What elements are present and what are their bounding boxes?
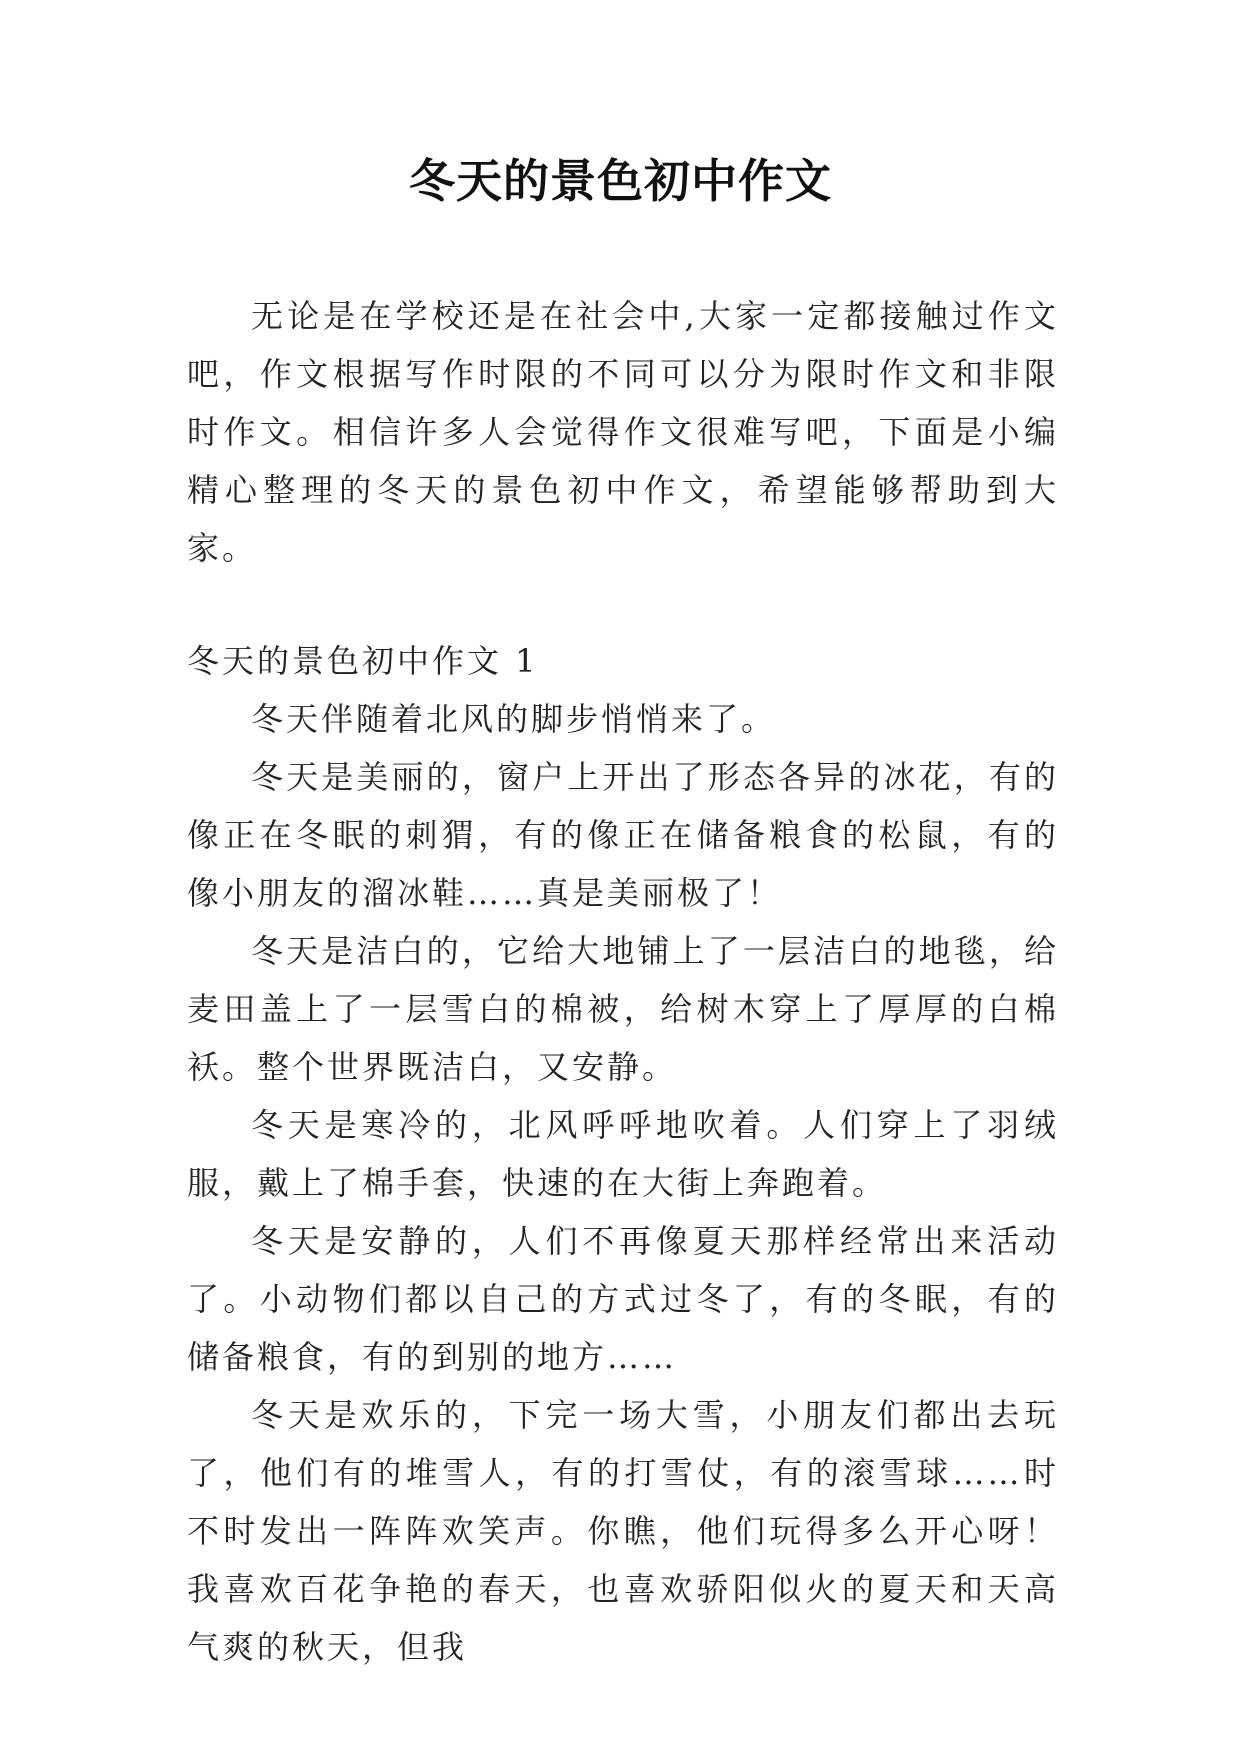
body-paragraph: 冬天是安静的，人们不再像夏天那样经常出来活动了。小动物们都以自己的方式过冬了，有的冬眠，有的储备粮食，有的到别的地方……: [187, 1222, 1059, 1376]
section-heading: 冬天的景色初中作文 1: [187, 642, 539, 680]
document-title: 冬天的景色初中作文: [409, 154, 832, 208]
section-spacer: [187, 577, 1059, 632]
body-paragraph: 冬天是洁白的，它给大地铺上了一层洁白的地毯，给麦田盖上了一层雪白的棉被，给树木穿上了厚厚的白棉袄。整个世界既洁白，又安静。: [187, 932, 1059, 1086]
intro-paragraph: 无论是在学校还是在社会中,大家一定都接触过作文吧，作文根据写作时限的不同可以分为限时作文和非限时作文。相信许多人会觉得作文很难写吧，下面是小编精心整理的冬天的景色初中作文，希望能够帮助到大家。: [187, 297, 1059, 567]
document-body: [187, 287, 1059, 1676]
body-paragraph: 冬天是寒冷的，北风呼呼地吹着。人们穿上了羽绒服，戴上了棉手套，快速的在大街上奔跑着。: [187, 1106, 1059, 1202]
body-paragraph: 冬天是欢乐的，下完一场大雪，小朋友们都出去玩了，他们有的堆雪人，有的打雪仗，有的滚雪球……时不时发出一阵阵欢笑声。你瞧，他们玩得多么开心呀！我喜欢百花争艳的春天，也喜欢骄阳似火的夏天和天高气爽的秋天，但我: [187, 1396, 1059, 1666]
body-paragraph: 冬天伴随着北风的脚步悄悄来了。: [251, 700, 777, 738]
body-paragraph: 冬天是美丽的，窗户上开出了形态各异的冰花，有的像正在冬眠的刺猬，有的像正在储备粮食的松鼠，有的像小朋友的溜冰鞋……真是美丽极了！: [187, 758, 1059, 912]
